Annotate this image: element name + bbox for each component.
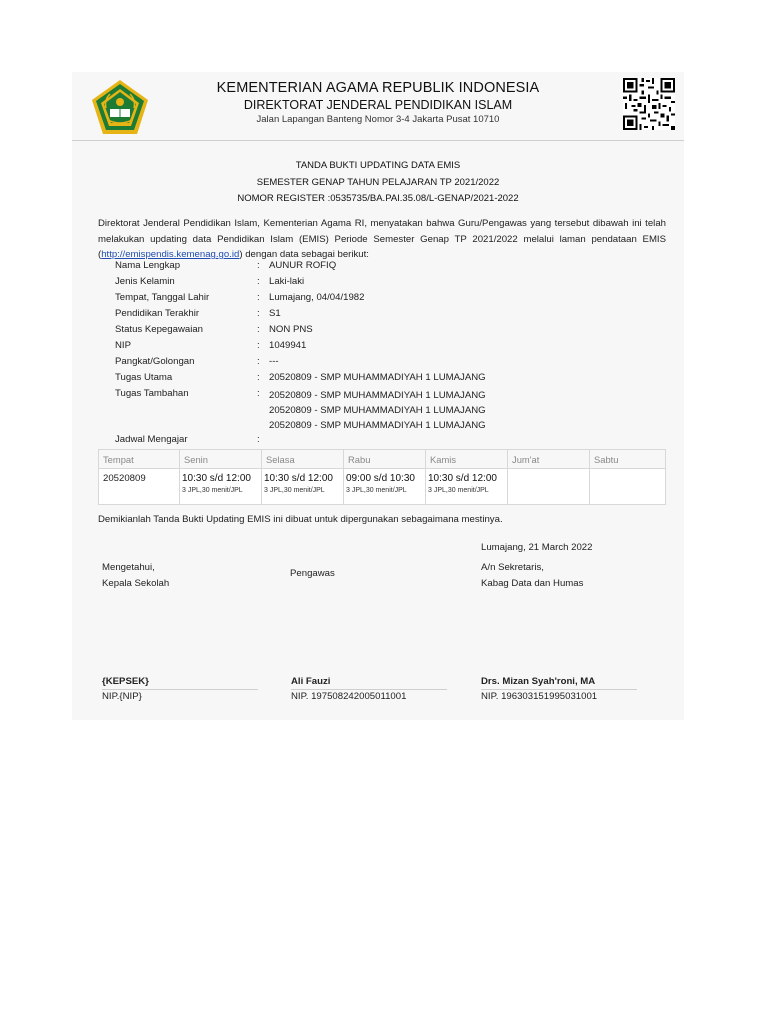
- role-line: Kepala Sekolah: [102, 578, 170, 589]
- field-colon: :: [257, 434, 260, 445]
- signature-left-name: {KEPSEK}: [102, 676, 149, 687]
- field-value: 20520809 - SMP MUHAMMADIYAH 1 LUMAJANG: [269, 405, 486, 416]
- closing-statement: Demikianlah Tanda Bukti Updating EMIS ini dibuat untuk dipergunakan sebagaimana mestinya.: [98, 514, 503, 525]
- jpl-value: 3 JPL,30 menit/JPL: [428, 487, 489, 494]
- field-label: Status Kepegawaian: [115, 324, 204, 335]
- field-label: Tugas Tambahan: [115, 388, 189, 399]
- field-label: Tempat, Tanggal Lahir: [115, 292, 210, 303]
- schedule-table: [98, 449, 666, 505]
- place-date: Lumajang, 21 March 2022: [481, 542, 593, 553]
- jpl-value: 3 JPL,30 menit/JPL: [264, 487, 325, 494]
- identity-fields: [115, 260, 675, 450]
- field-label: Pendidikan Terakhir: [115, 308, 200, 319]
- table-cell: [344, 469, 426, 505]
- tempat-value: 20520809: [103, 473, 146, 484]
- field-value: 20520809 - SMP MUHAMMADIYAH 1 LUMAJANG: [269, 390, 486, 401]
- field-label: Jenis Kelamin: [115, 276, 175, 287]
- table-cell: [99, 469, 180, 505]
- signature-left-role: [102, 560, 169, 592]
- field-colon: :: [257, 324, 260, 335]
- field-row: [115, 260, 675, 276]
- role-line: A/n Sekretaris,: [481, 562, 544, 573]
- qr-code-icon: [623, 78, 675, 130]
- field-colon: :: [257, 388, 260, 399]
- jpl-value: 3 JPL,30 menit/JPL: [346, 487, 407, 494]
- document-title: TANDA BUKTI UPDATING DATA EMIS: [295, 160, 461, 171]
- field-label: Jadwal Mengajar: [115, 434, 188, 445]
- column-header: Rabu: [344, 450, 426, 469]
- field-value: Laki-laki: [269, 276, 305, 287]
- schedule-header-row: [99, 450, 666, 469]
- column-header: Selasa: [262, 450, 344, 469]
- field-value: NON PNS: [269, 324, 313, 335]
- signature-middle-nip: NIP. 197508242005011001: [291, 691, 407, 702]
- field-colon: :: [257, 292, 260, 303]
- field-value: S1: [269, 308, 281, 319]
- header-divider: [72, 140, 684, 141]
- document-page: [72, 72, 684, 720]
- field-colon: :: [257, 340, 260, 351]
- time-value: 10:30 s/d 12:00: [182, 473, 251, 484]
- table-cell: [262, 469, 344, 505]
- signature-left-nip: NIP.{NIP}: [102, 691, 142, 702]
- ministry-title: KEMENTERIAN AGAMA REPUBLIK INDONESIA: [216, 80, 540, 96]
- register-number: NOMOR REGISTER :0535735/BA.PAI.35.08/L-GENAP/2021-2022: [237, 193, 519, 204]
- column-header: Tempat: [99, 450, 180, 469]
- field-colon: :: [257, 260, 260, 271]
- intro-text: Direktorat Jenderal Pendidikan Islam, Kementerian Agama RI, menyatakan bahwa Guru/Pengawas yang tersebut dibawah ini telah melakukan updating data Pendidikan Islam (EMIS) Periode Semester Genap TP 2021/2022 melalui laman pendataan EMIS (: [98, 218, 666, 260]
- signature-right-role: [481, 560, 583, 592]
- letterhead: [72, 72, 684, 144]
- field-value-list: [269, 388, 486, 433]
- field-value: ---: [269, 356, 279, 367]
- role-line: Mengetahui,: [102, 562, 155, 573]
- field-value: Lumajang, 04/04/1982: [269, 292, 365, 303]
- column-header: Kamis: [426, 450, 508, 469]
- column-header: Sabtu: [590, 450, 666, 469]
- field-row: [115, 308, 675, 324]
- semester-title: SEMESTER GENAP TAHUN PELAJARAN TP 2021/2022: [256, 177, 500, 188]
- field-value: AUNUR ROFIQ: [269, 260, 337, 271]
- field-value: 1049941: [269, 340, 307, 351]
- field-label: Tugas Utama: [115, 372, 173, 383]
- field-value: 20520809 - SMP MUHAMMADIYAH 1 LUMAJANG: [269, 420, 486, 431]
- field-row-tugas-tambahan: [115, 388, 675, 434]
- field-row: [115, 276, 675, 292]
- field-row: [115, 356, 675, 372]
- directorate-title: DIREKTORAT JENDERAL PENDIDIKAN ISLAM: [243, 98, 513, 112]
- table-cell: [590, 469, 666, 505]
- role-line: Kabag Data dan Humas: [481, 578, 584, 589]
- intro-text-end: ) dengan data sebagai berikut:: [239, 249, 369, 260]
- signature-middle-role: Pengawas: [290, 568, 335, 579]
- table-cell: [180, 469, 262, 505]
- time-value: 10:30 s/d 12:00: [428, 473, 497, 484]
- jpl-value: 3 JPL,30 menit/JPL: [182, 487, 243, 494]
- emis-link[interactable]: http://emispendis.kemenag.go.id: [101, 249, 240, 260]
- field-row: [115, 324, 675, 340]
- field-colon: :: [257, 308, 260, 319]
- intro-paragraph: [98, 216, 666, 263]
- table-cell: [508, 469, 590, 505]
- column-header: Jum'at: [508, 450, 590, 469]
- ministry-address: Jalan Lapangan Banteng Nomor 3-4 Jakarta Pusat 10710: [256, 114, 500, 125]
- signature-right-nip: NIP. 196303151995031001: [481, 691, 598, 702]
- column-header: Senin: [180, 450, 262, 469]
- signature-middle-name: Ali Fauzi: [291, 676, 331, 687]
- time-value: 09:00 s/d 10:30: [346, 473, 415, 484]
- time-value: 10:30 s/d 12:00: [264, 473, 333, 484]
- field-colon: :: [257, 276, 260, 287]
- table-cell: [426, 469, 508, 505]
- field-row: [115, 434, 675, 450]
- field-colon: :: [257, 356, 260, 367]
- field-row: [115, 340, 675, 356]
- field-label: Nama Lengkap: [115, 260, 181, 271]
- field-label: NIP: [115, 340, 131, 351]
- field-colon: :: [257, 372, 260, 383]
- signature-right-name: Drs. Mizan Syah'roni, MA: [481, 676, 596, 687]
- field-row: [115, 372, 675, 388]
- field-row: [115, 292, 675, 308]
- table-row: [99, 469, 666, 505]
- field-label: Pangkat/Golongan: [115, 356, 195, 367]
- field-value: 20520809 - SMP MUHAMMADIYAH 1 LUMAJANG: [269, 372, 486, 383]
